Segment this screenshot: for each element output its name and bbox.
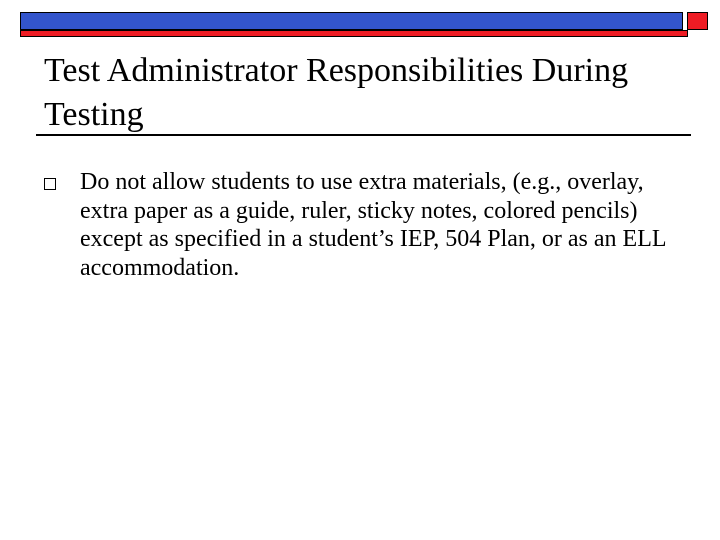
bullet-list	[44, 168, 684, 282]
bullet-item	[44, 168, 684, 282]
blue-accent-bar	[20, 12, 683, 30]
bullet-text: Do not allow students to use extra materials, (e.g., overlay, extra paper as a guide, ruler, sticky notes, colored pencils) except as specified in a student’s IEP, 504 Plan, or as an ELL accommodation.	[80, 169, 666, 281]
red-accent-block	[687, 12, 708, 30]
slide-title: Test Administrator Responsibilities During Testing	[44, 52, 629, 133]
decorative-header-band	[0, 0, 720, 40]
red-accent-line	[20, 30, 688, 37]
title-underline	[36, 134, 691, 136]
hollow-square-bullet-icon	[44, 178, 56, 190]
